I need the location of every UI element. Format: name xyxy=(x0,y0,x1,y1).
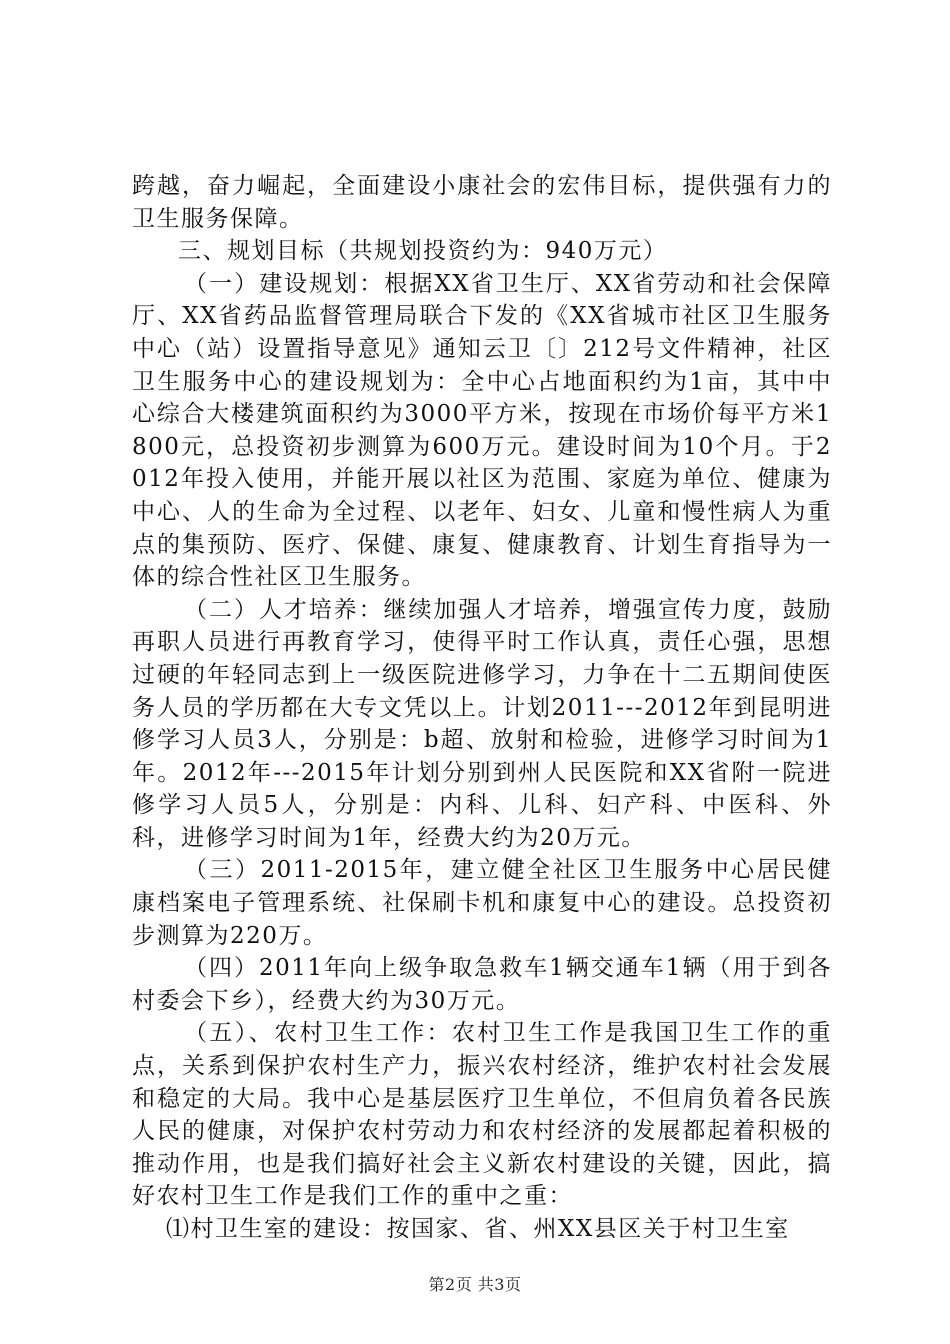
paragraph-vehicles: （四）2011年向上级争取急救车1辆交通车1辆（用于到各村委会下乡），经费大约为30万元。 xyxy=(132,955,832,1014)
paragraph-health-records: （三）2011-2015年，建立健全社区卫生服务中心居民健康档案电子管理系统、社保刷卡机和康复中心的建设。总投资初步测算为220万。 xyxy=(132,857,832,949)
paragraph-construction-plan: （一）建设规划：根据XX省卫生厅、XX省劳动和社会保障厅、XX省药品监督管理局联合下发的《XX省城市社区卫生服务中心（站）设置指导意见》通知云卫〔〕212号文件精神，社区卫生服务中心的建设规划为：全中心占地面积约为1亩，其中中心综合大楼建筑面积约为3000平方米，按现在市场价每平方米1800元，总投资初步测算为600万元。建设时间为10个月。于2012年投入使用，并能开展以社区为范围、家庭为单位、健康为中心、人的生命为全过程、以老年、妇女、儿童和慢性病人为重点的集预防、医疗、保健、康复、健康教育、计划生育指导为一体的综合性社区卫生服务。 xyxy=(132,270,832,591)
paragraph-rural-health: （五）、农村卫生工作：农村卫生工作是我国卫生工作的重点，关系到保护农村生产力，振兴农村经济，维护农村社会发展和稳定的大局。我中心是基层医疗卫生单位，不但肩负着各民族人民的健康，对保护农村劳动力和农村经济的发展都起着积极的推动作用，也是我们搞好社会主义新农村建设的关键，因此，搞好农村卫生工作是我们工作的重中之重： xyxy=(132,1020,832,1210)
paragraph-talent-training: （二）人才培养：继续加强人才培养，增强宣传力度，鼓励再职人员进行再教育学习，使得平时工作认真，责任心强，思想过硬的年轻同志到上一级医院进修学习，力争在十二五期间使医务人员的学历都在大专文凭以上。计划2011---2012年到昆明进修学习人员3人，分别是：b超、放射和检验，进修学习时间为1年。2012年---2015年计划分别到州人民医院和XX省附一院进修学习人员5人，分别是：内科、儿科、妇产科、中医科、外科，进修学习时间为1年，经费大约为20万元。 xyxy=(132,596,832,851)
paragraph-village-clinic: ⑴村卫生室的建设：按国家、省、州XX县区关于村卫生室 xyxy=(166,1216,790,1242)
document-body xyxy=(132,170,832,1246)
section-heading-planning-goals: 三、规划目标（共规划投资约为：940万元） xyxy=(178,238,668,265)
page-footer: 第2页 共3页 xyxy=(428,1275,522,1294)
paragraph-continuation: 跨越，奋力崛起，全面建设小康社会的宏伟目标，提供强有力的卫生服务保障。 xyxy=(132,173,832,232)
